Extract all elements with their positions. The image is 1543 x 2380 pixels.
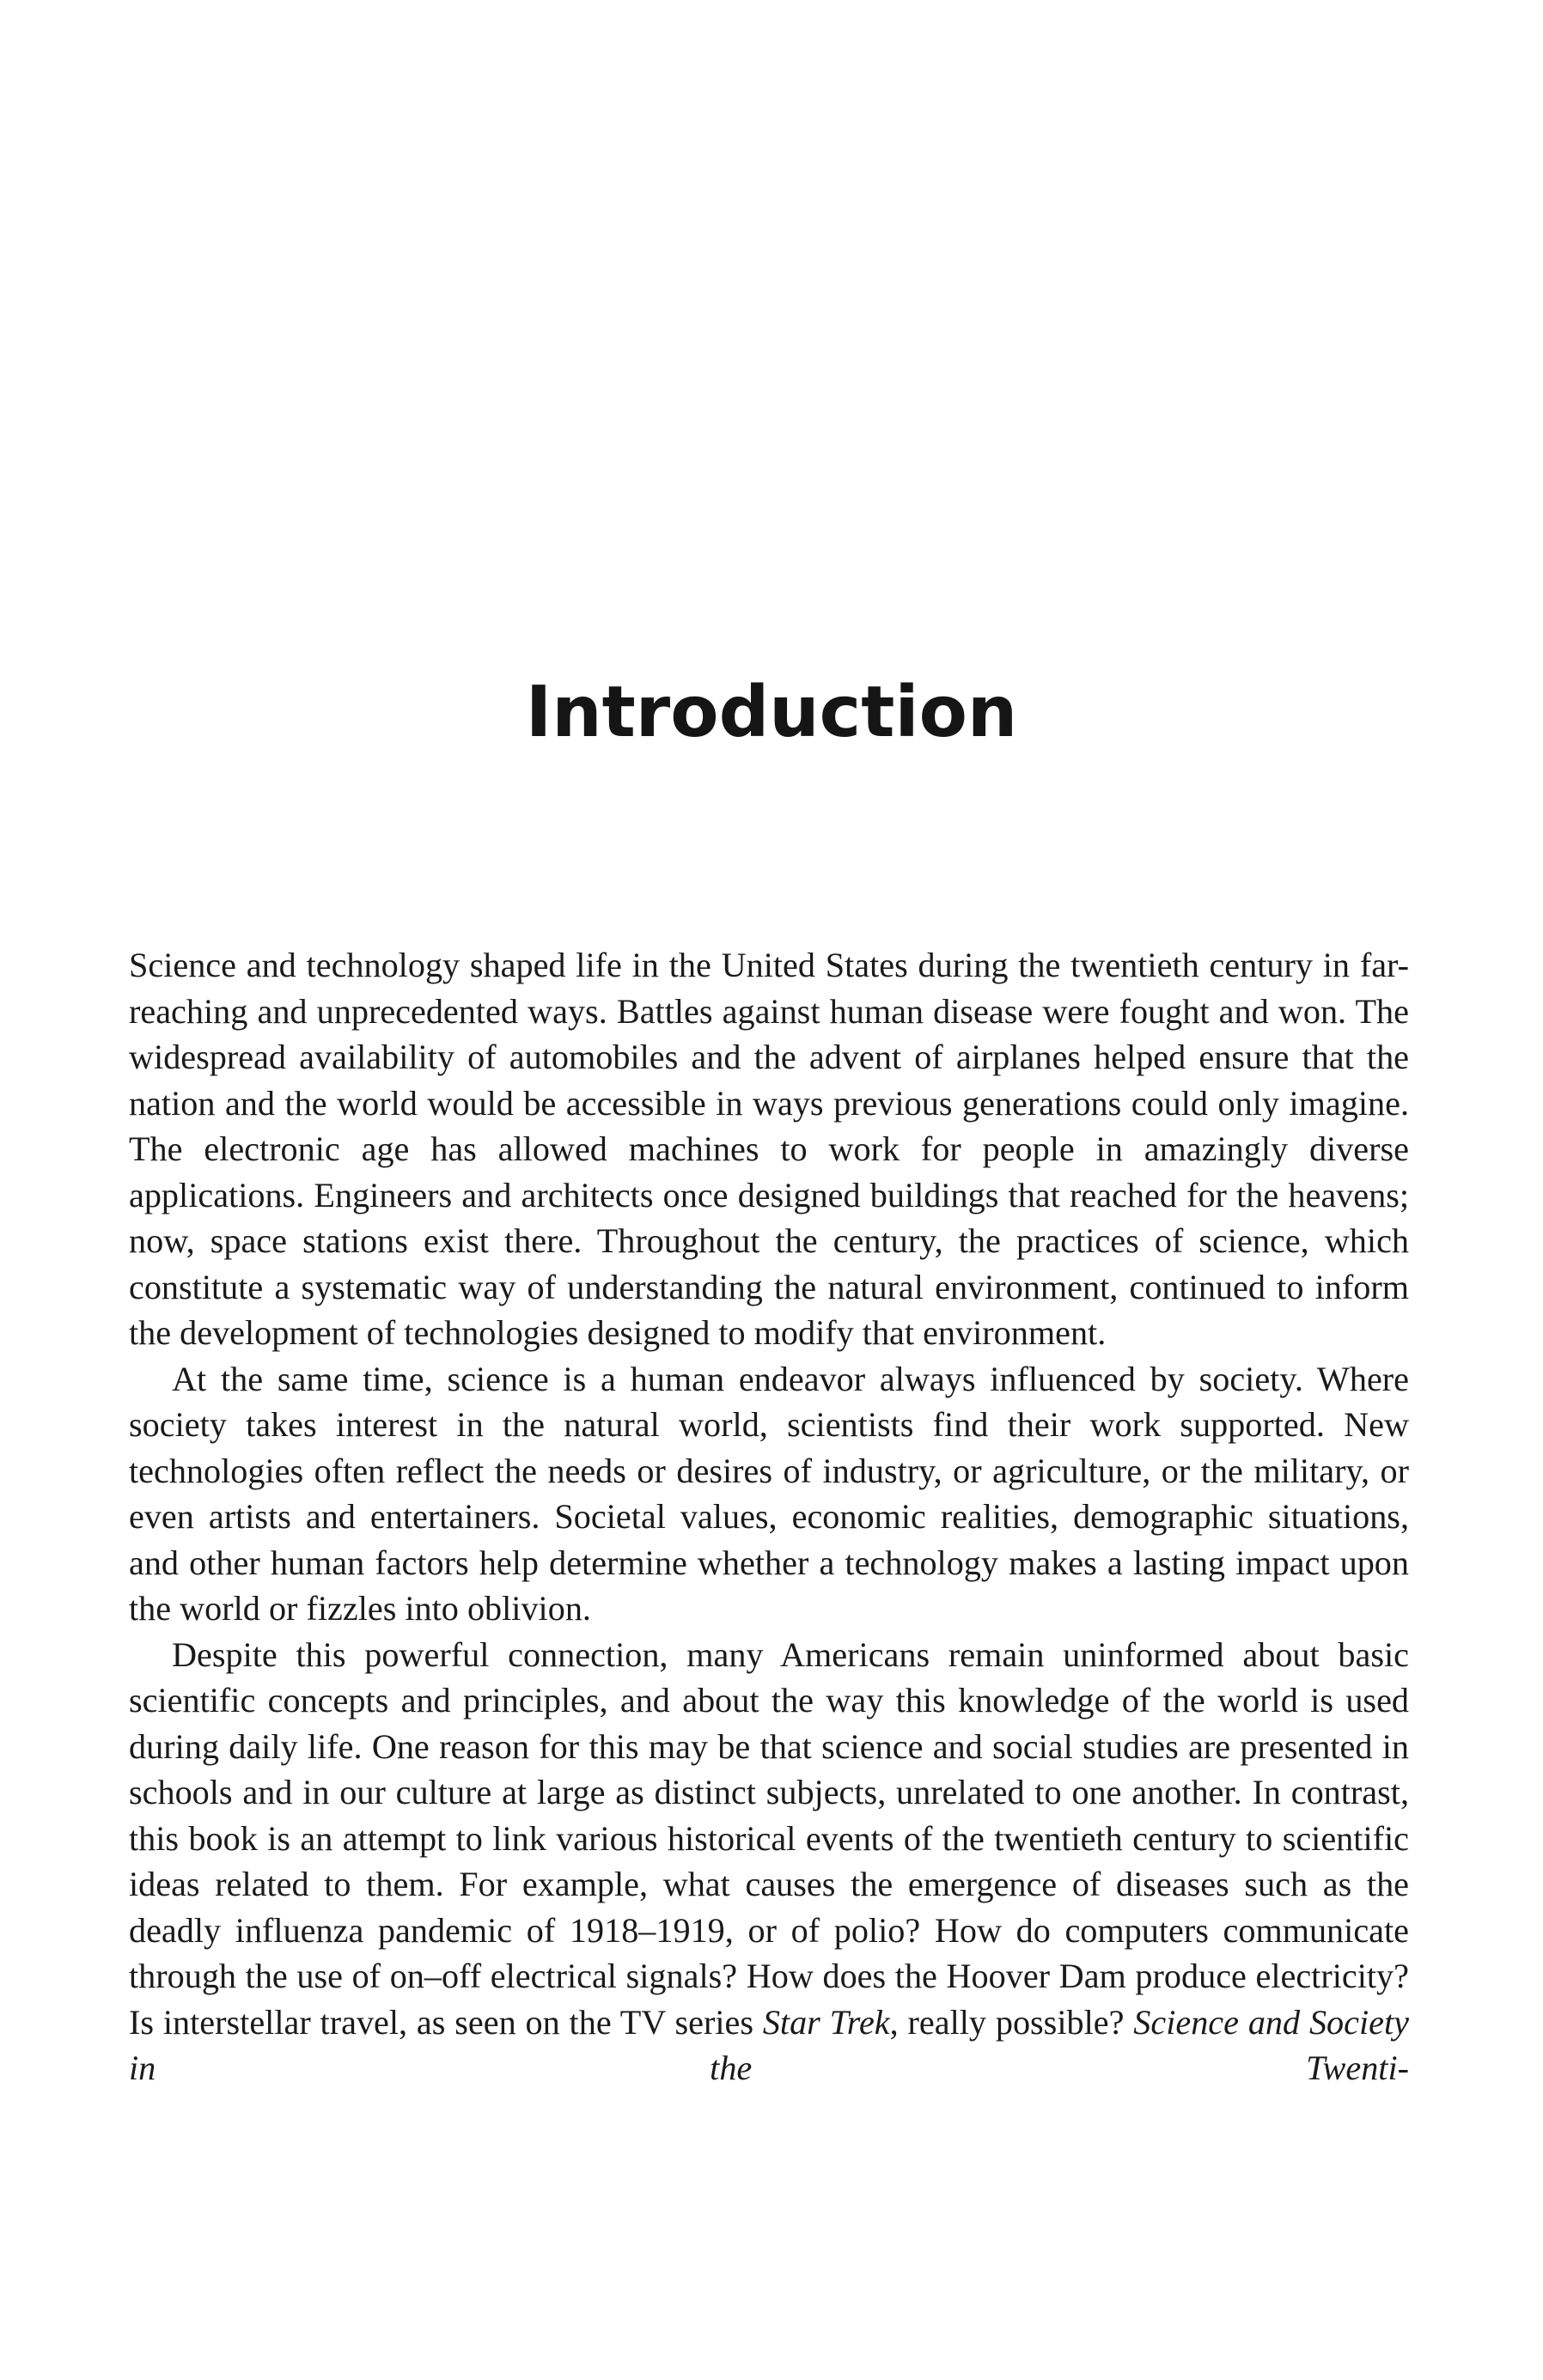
book-title-fragment: Science and Society in the Twenti- (129, 2002, 1409, 2087)
tv-series-title: Star Trek (762, 2002, 890, 2042)
page-title: Introduction (525, 672, 1018, 753)
body-text (129, 942, 1409, 2091)
paragraph-3-text: Despite this powerful connection, many Americans remain uninformed about basic scientific concepts and principles, and about the way this knowledge of the world is used during daily life. One reason for this may be that science and social studies are presented in schools and in our culture at large as distinct subjects, unrelated to one another. In contrast, this book is an attempt to link various historical events of the twentieth century to scientific ideas related to them. For example, what causes the emergence of diseases such as the deadly influenza pandemic of 1918–1919, or of polio? How do computers communicate through the use of on–off electrical signals? How does the Hoover Dam produce electricity? Is interstellar travel, as seen on the TV series (129, 1634, 1409, 2042)
paragraph-2: At the same time, science is a human endeavor always influenced by society. Where society takes interest in the natural world, scientists find their work supported. New technologies often reflect the needs or desires of industry, or agriculture, or the military, or even artists and entertainers. Societal values, economic realities, demographic situations, and other human factors help determine whether a technology makes a lasting impact upon the world or fizzles into oblivion. (129, 1359, 1409, 1628)
paragraph-3 (129, 1632, 1409, 2091)
paragraph-1: Science and technology shaped life in the United States during the twentieth century in far-reaching and unprecedented ways. Battles against human disease were fought and won. The widespread availability of automobiles and the advent of airplanes helped ensure that the nation and the world would be accessible in ways previous generations could only imagine. The electronic age has allowed machines to work for people in amazingly diverse applications. Engineers and architects once designed buildings that reached for the heavens; now, space stations exist there. Throughout the century, the practices of science, which constitute a systematic way of understanding the natural environment, continued to inform the development of technologies designed to modify that environment. (129, 946, 1409, 1352)
paragraph-3-text-continued: , really possible? (889, 2002, 1134, 2042)
